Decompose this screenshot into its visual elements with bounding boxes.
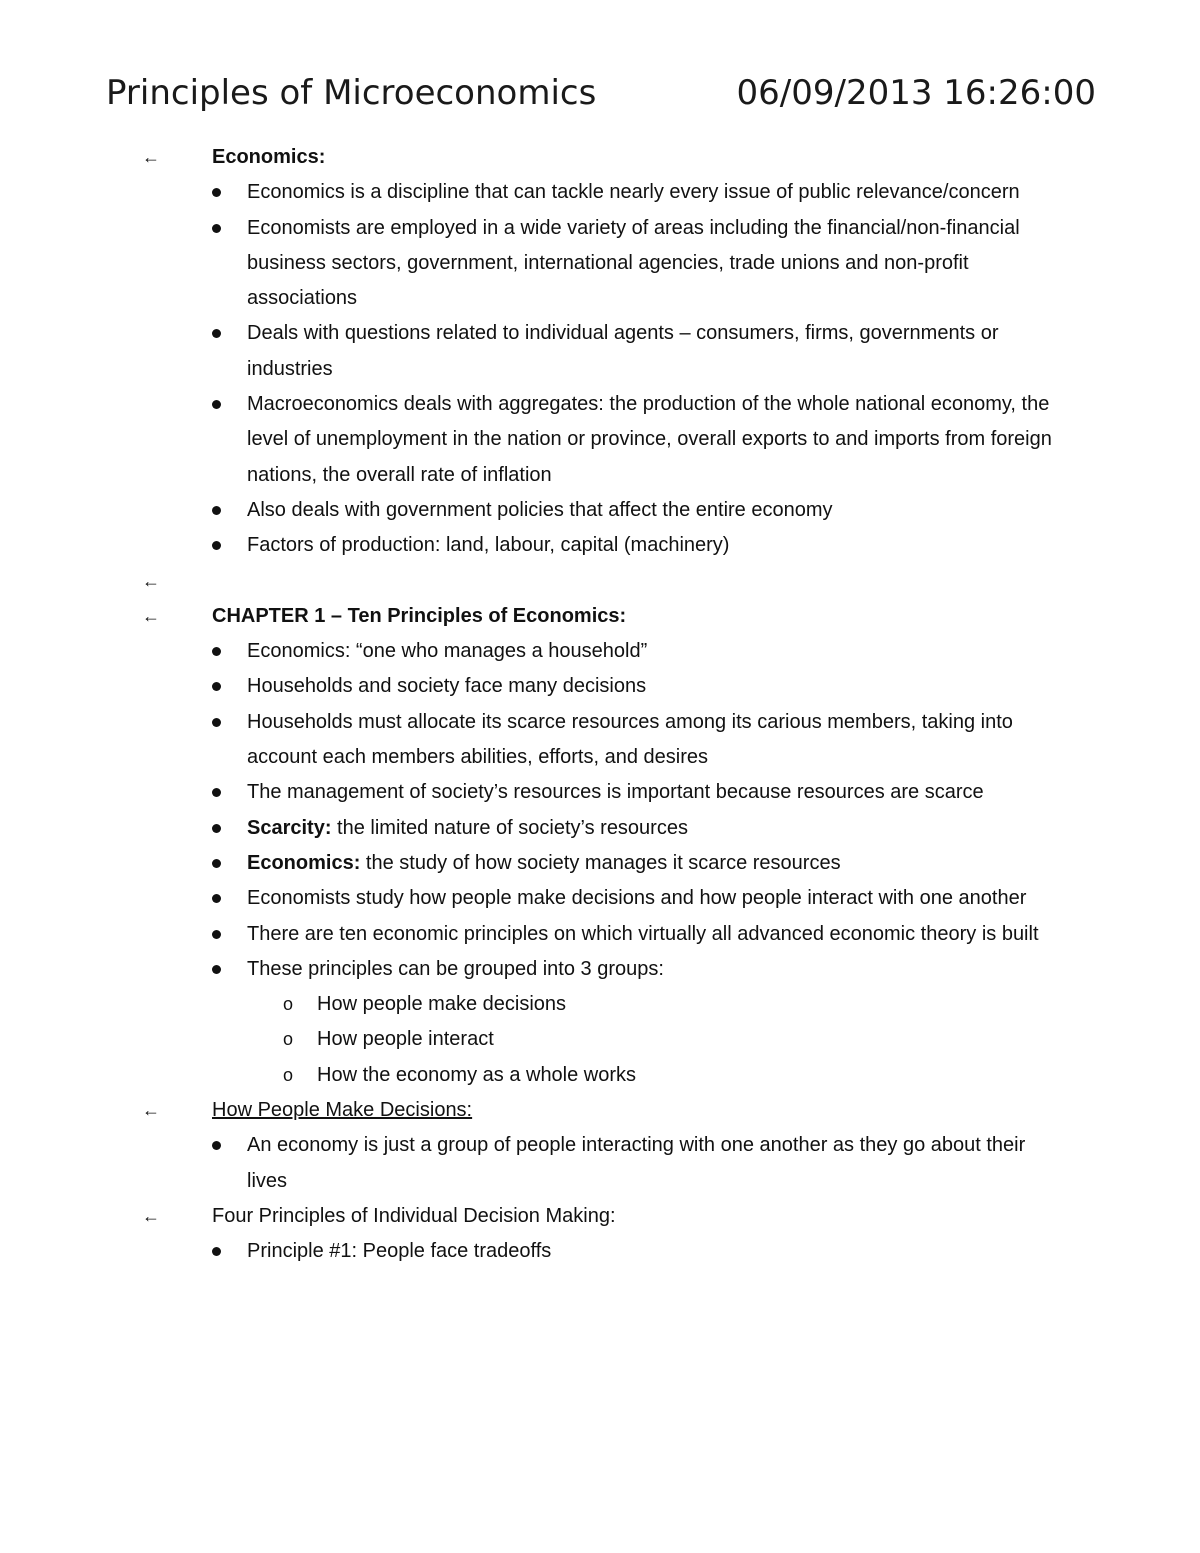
list-item [0,775,1067,810]
page-header [106,70,1096,116]
section-heading-four-principles [0,1199,1200,1234]
sub-list-item [0,987,1067,1022]
left-arrow-icon: ← [142,570,160,591]
heading-text: Four Principles of Individual Decision Making: [212,1204,616,1227]
list-item-text: Also deals with government policies that affect the entire economy [247,498,833,521]
sub-list-item-text: How the economy as a whole works [317,1063,637,1086]
list-item-text: These principles can be grouped into 3 groups: [247,957,664,980]
bullet-icon [212,859,221,868]
list-item-text: Deals with questions related to individual agents – consumers, firms, governments or industries [247,322,999,380]
list-item [0,528,1067,563]
section-heading-economics [0,140,1200,175]
list-item [0,211,1067,317]
list-item [0,316,1067,387]
heading-text: CHAPTER 1 – Ten Principles of Economics: [212,604,627,627]
list-item-text: An economy is just a group of people interacting with one another as they go about their lives [247,1134,1026,1192]
list-item [0,1234,1067,1269]
list-item-text: There are ten economic principles on which virtually all advanced economic theory is built [247,922,1039,945]
empty-line [0,564,1200,599]
list-item-text: Principle #1: People face tradeoffs [247,1240,552,1263]
list-item-text: Economists are employed in a wide variety of areas including the financial/non-financial business sectors, government, international agencies, trade unions and non-profit associations [247,216,1020,310]
list-item-text: Macroeconomics deals with aggregates: the production of the whole national economy, the level of unemployment in the nation or province, overall exports to and imports from foreign nations, the overall rate of inflation [247,393,1052,486]
definition-text: the limited nature of society’s resources [331,816,688,839]
list-item [0,634,1067,669]
document-title: Principles of Microeconomics [106,73,597,113]
list-item [0,175,1067,210]
left-arrow-icon: ← [142,1205,160,1226]
bullet-icon [212,1141,221,1150]
bullet-icon [212,965,221,974]
bullet-icon [212,930,221,939]
bullet-icon [212,894,221,903]
bullet-icon [212,788,221,797]
list-item-text: Households and society face many decisions [247,675,647,698]
bullet-icon [212,224,221,233]
bullet-icon [212,188,221,197]
left-arrow-icon: ← [142,605,160,626]
hollow-circle-icon: o [283,1064,294,1085]
bullet-icon [212,1247,221,1256]
section-heading-chapter1 [0,599,1200,634]
list-item-text: Economics: “one who manages a household” [247,640,648,663]
list-item-text: The management of society’s resources is important because resources are scarce [247,781,984,804]
document-body [0,140,1200,1270]
list-item [0,669,1067,704]
list-item-economics-definition [0,846,1067,881]
list-item [0,705,1067,776]
list-item [0,493,1067,528]
list-item [0,881,1067,916]
bullet-icon [212,718,221,727]
hollow-circle-icon: o [283,994,294,1015]
list-item-text: Economists study how people make decisions and how people interact with one another [247,887,1027,910]
sub-list-item [0,1058,1067,1093]
list-item [0,917,1067,952]
sub-list-item-text: How people interact [317,1028,494,1051]
definition-text: the study of how society manages it scarce resources [360,851,841,874]
list-item-text: Factors of production: land, labour, capital (machinery) [247,534,730,557]
bullet-icon [212,506,221,515]
bullet-icon [212,682,221,691]
term-scarcity: Scarcity: [247,816,332,839]
list-item [0,952,1067,987]
list-item [0,387,1067,493]
bullet-icon [212,400,221,409]
bullet-icon [212,647,221,656]
bullet-icon [212,541,221,550]
sub-list-item [0,1022,1067,1057]
list-item [0,1128,1067,1199]
hollow-circle-icon: o [283,1029,294,1050]
document-timestamp: 06/09/2013 16:26:00 [736,73,1096,113]
sub-list-item-text: How people make decisions [317,993,567,1016]
list-item-text: Households must allocate its scarce resources among its carious members, taking into account each members abilities, efforts, and desires [247,710,1013,769]
list-item-scarcity [0,811,1067,846]
left-arrow-icon: ← [142,1100,160,1121]
bullet-icon [212,329,221,338]
bullet-icon [212,824,221,833]
term-economics: Economics: [247,851,361,874]
heading-text: Economics: [212,146,326,168]
heading-text: How People Make Decisions: [212,1099,473,1122]
list-item-text: Economics is a discipline that can tackle nearly every issue of public relevance/concern [247,181,1020,204]
section-heading-decisions [0,1093,1200,1128]
left-arrow-icon: ← [142,147,160,167]
